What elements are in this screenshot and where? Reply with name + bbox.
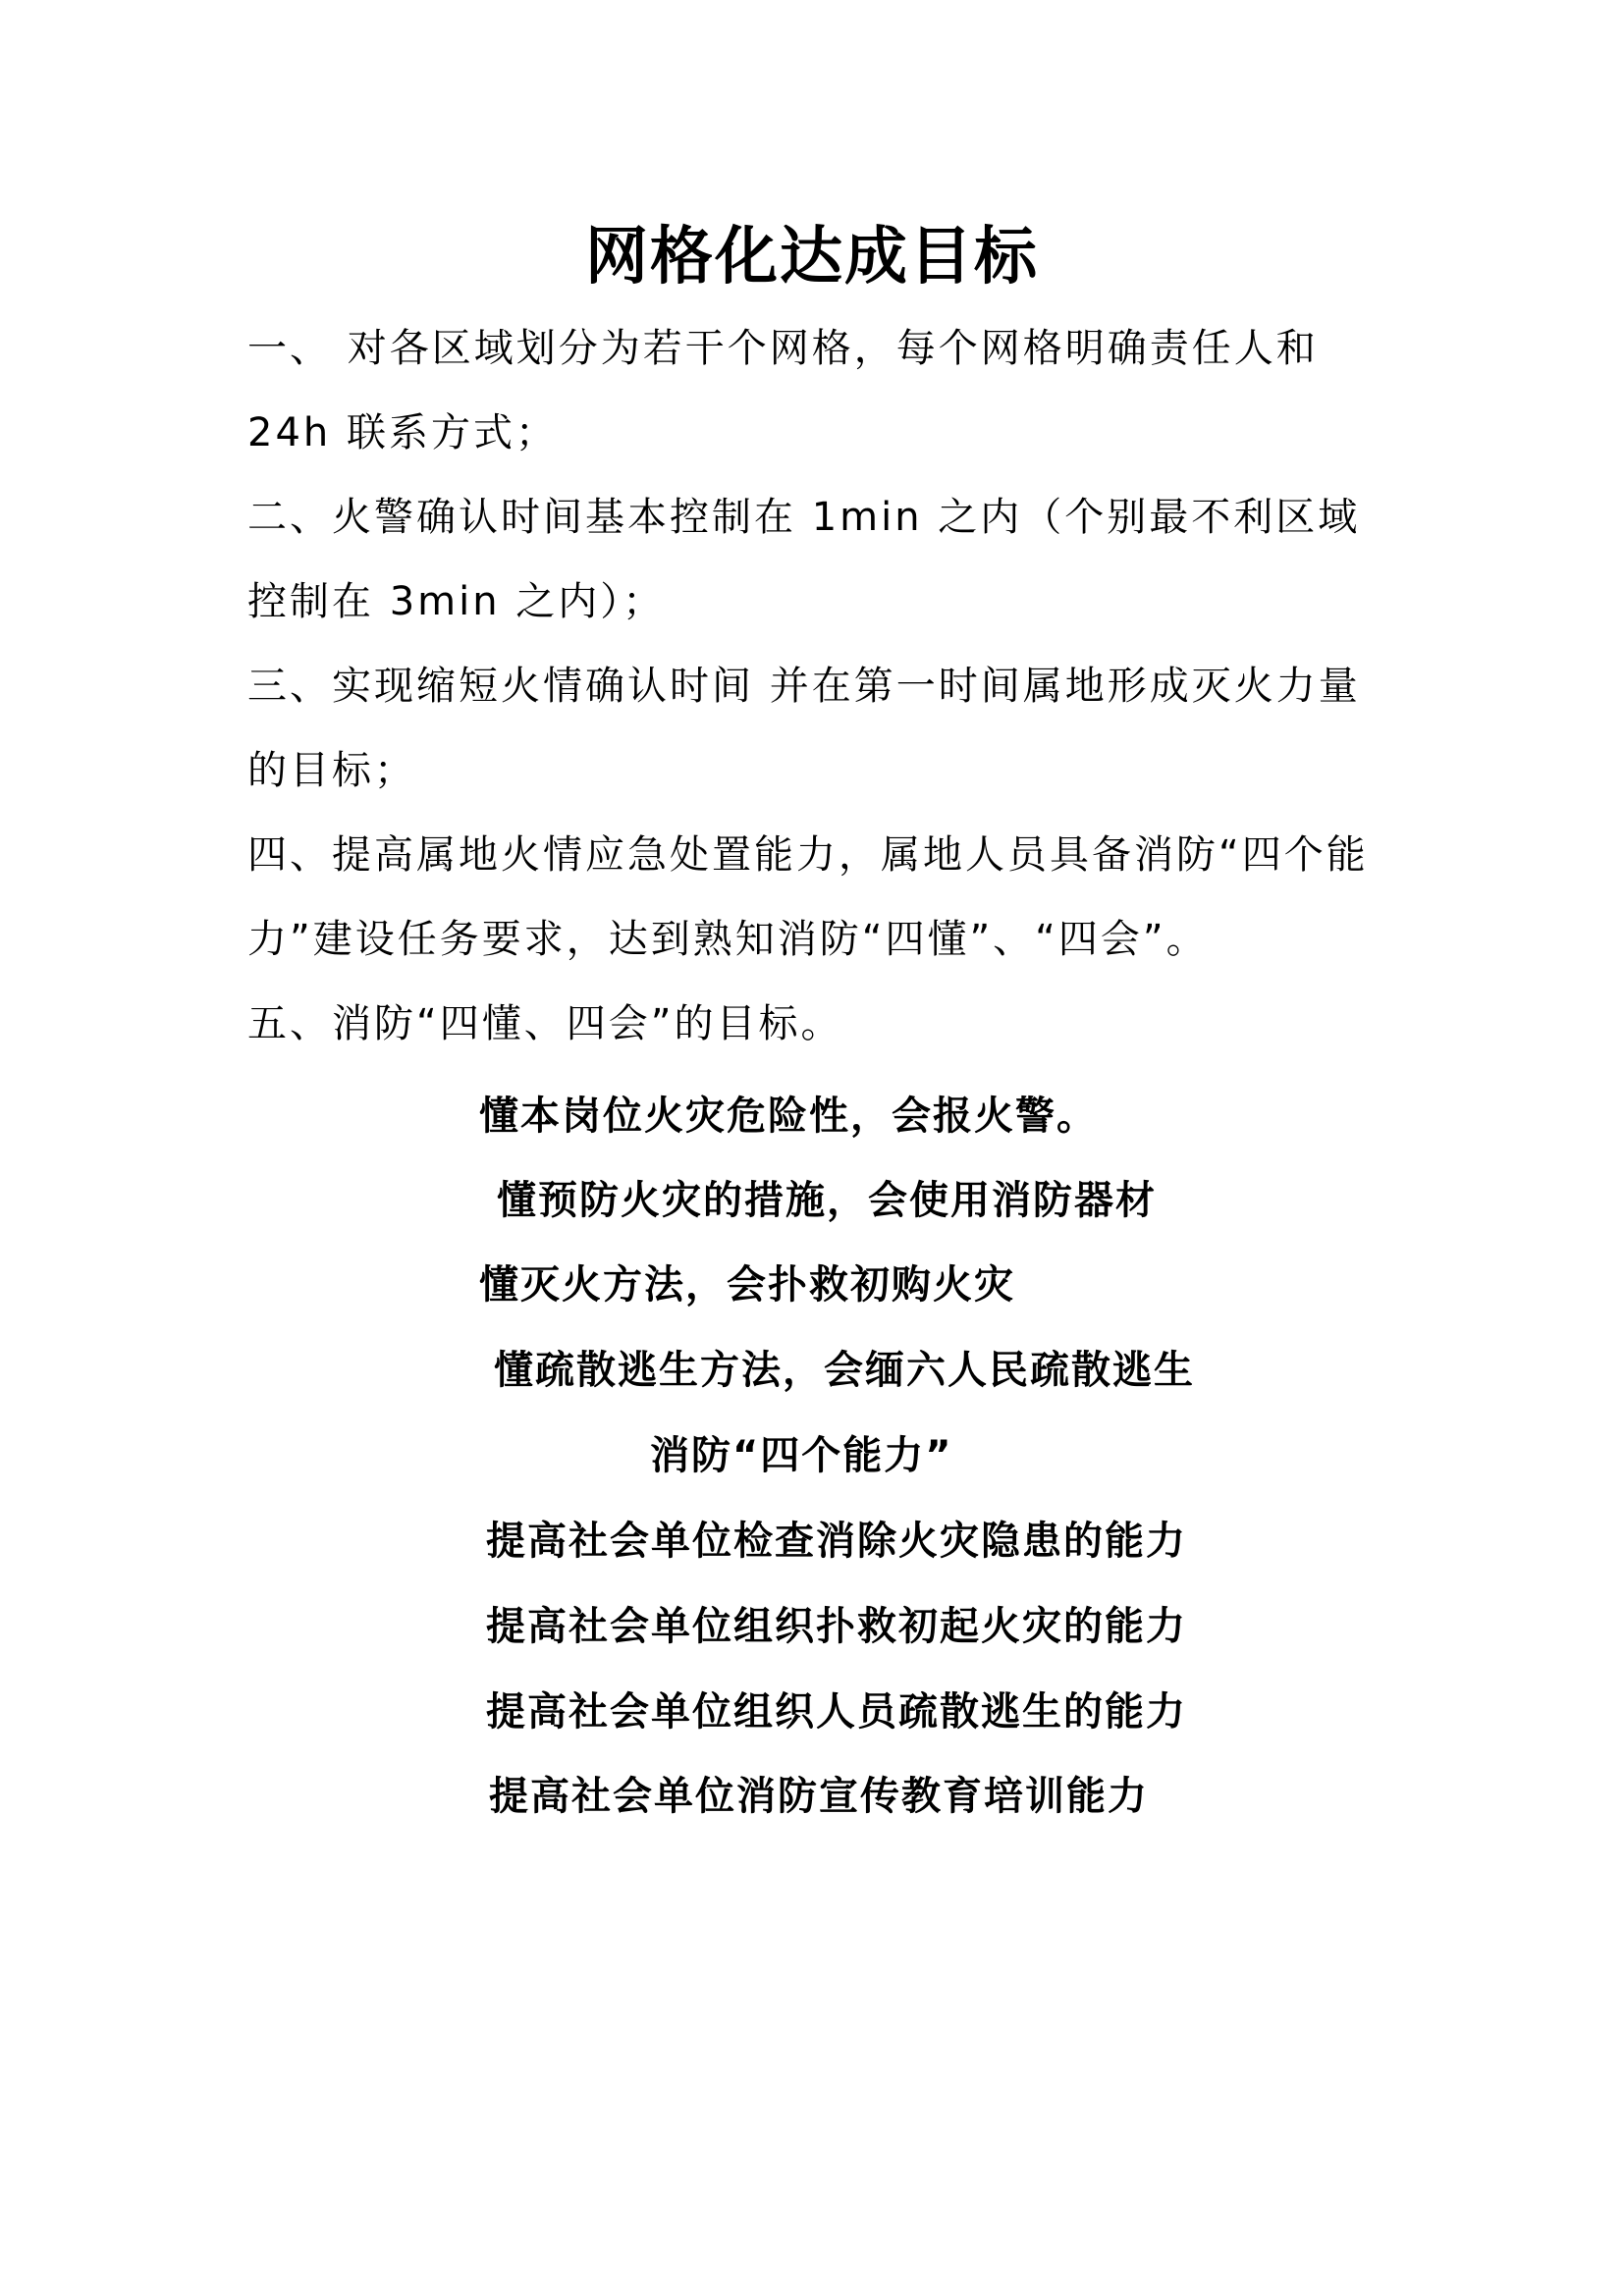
item-1-line-1: 一、 对各区域划分为若干个网格，每个网格明确责任人和 [247, 326, 1319, 371]
four-abilities-heading: 消防“四个能力” [650, 1433, 953, 1478]
item-3-line-1: 三、实现缩短火情确认时间 并在第一时间属地形成灭火力量 [247, 664, 1361, 709]
four-understand-line-4: 懂疏散逃生方法，会缅六人民疏散逃生 [494, 1348, 1195, 1393]
item-5-line-1: 五、消防“四懂、四会”的目标。 [247, 1001, 843, 1046]
four-understand-line-1: 懂本岗位火灾危险性，会报火警。 [479, 1094, 1098, 1139]
page-title: 网格化达成目标 [585, 221, 1039, 294]
four-understand-line-3: 懂灭火方法，会扑救初购火灾 [479, 1262, 1015, 1308]
item-4-line-2: 力”建设任务要求，达到熟知消防“四懂”、“四会”。 [247, 917, 1209, 962]
four-abilities-line-3: 提高社会单位组织人员疏散逃生的能力 [486, 1689, 1187, 1735]
item-3-line-2: 的目标； [247, 748, 416, 793]
item-2-line-1: 二、火警确认时间基本控制在 1min 之内（个别最不利区域 [247, 495, 1361, 540]
four-abilities-line-4: 提高社会单位消防宣传教育培训能力 [489, 1774, 1149, 1819]
four-abilities-line-2: 提高社会单位组织扑救初起火灾的能力 [486, 1604, 1187, 1649]
four-understand-line-2: 懂预防火灾的措施，会使用消防器材 [497, 1178, 1157, 1223]
four-abilities-line-1: 提高社会单位检查消除火灾隐患的能力 [486, 1519, 1187, 1564]
item-4-line-1: 四、提高属地火情应急处置能力，属地人员具备消防“四个能 [247, 832, 1369, 878]
item-2-line-2: 控制在 3min 之内）； [247, 579, 666, 624]
item-1-line-2: 24h 联系方式； [247, 410, 558, 455]
